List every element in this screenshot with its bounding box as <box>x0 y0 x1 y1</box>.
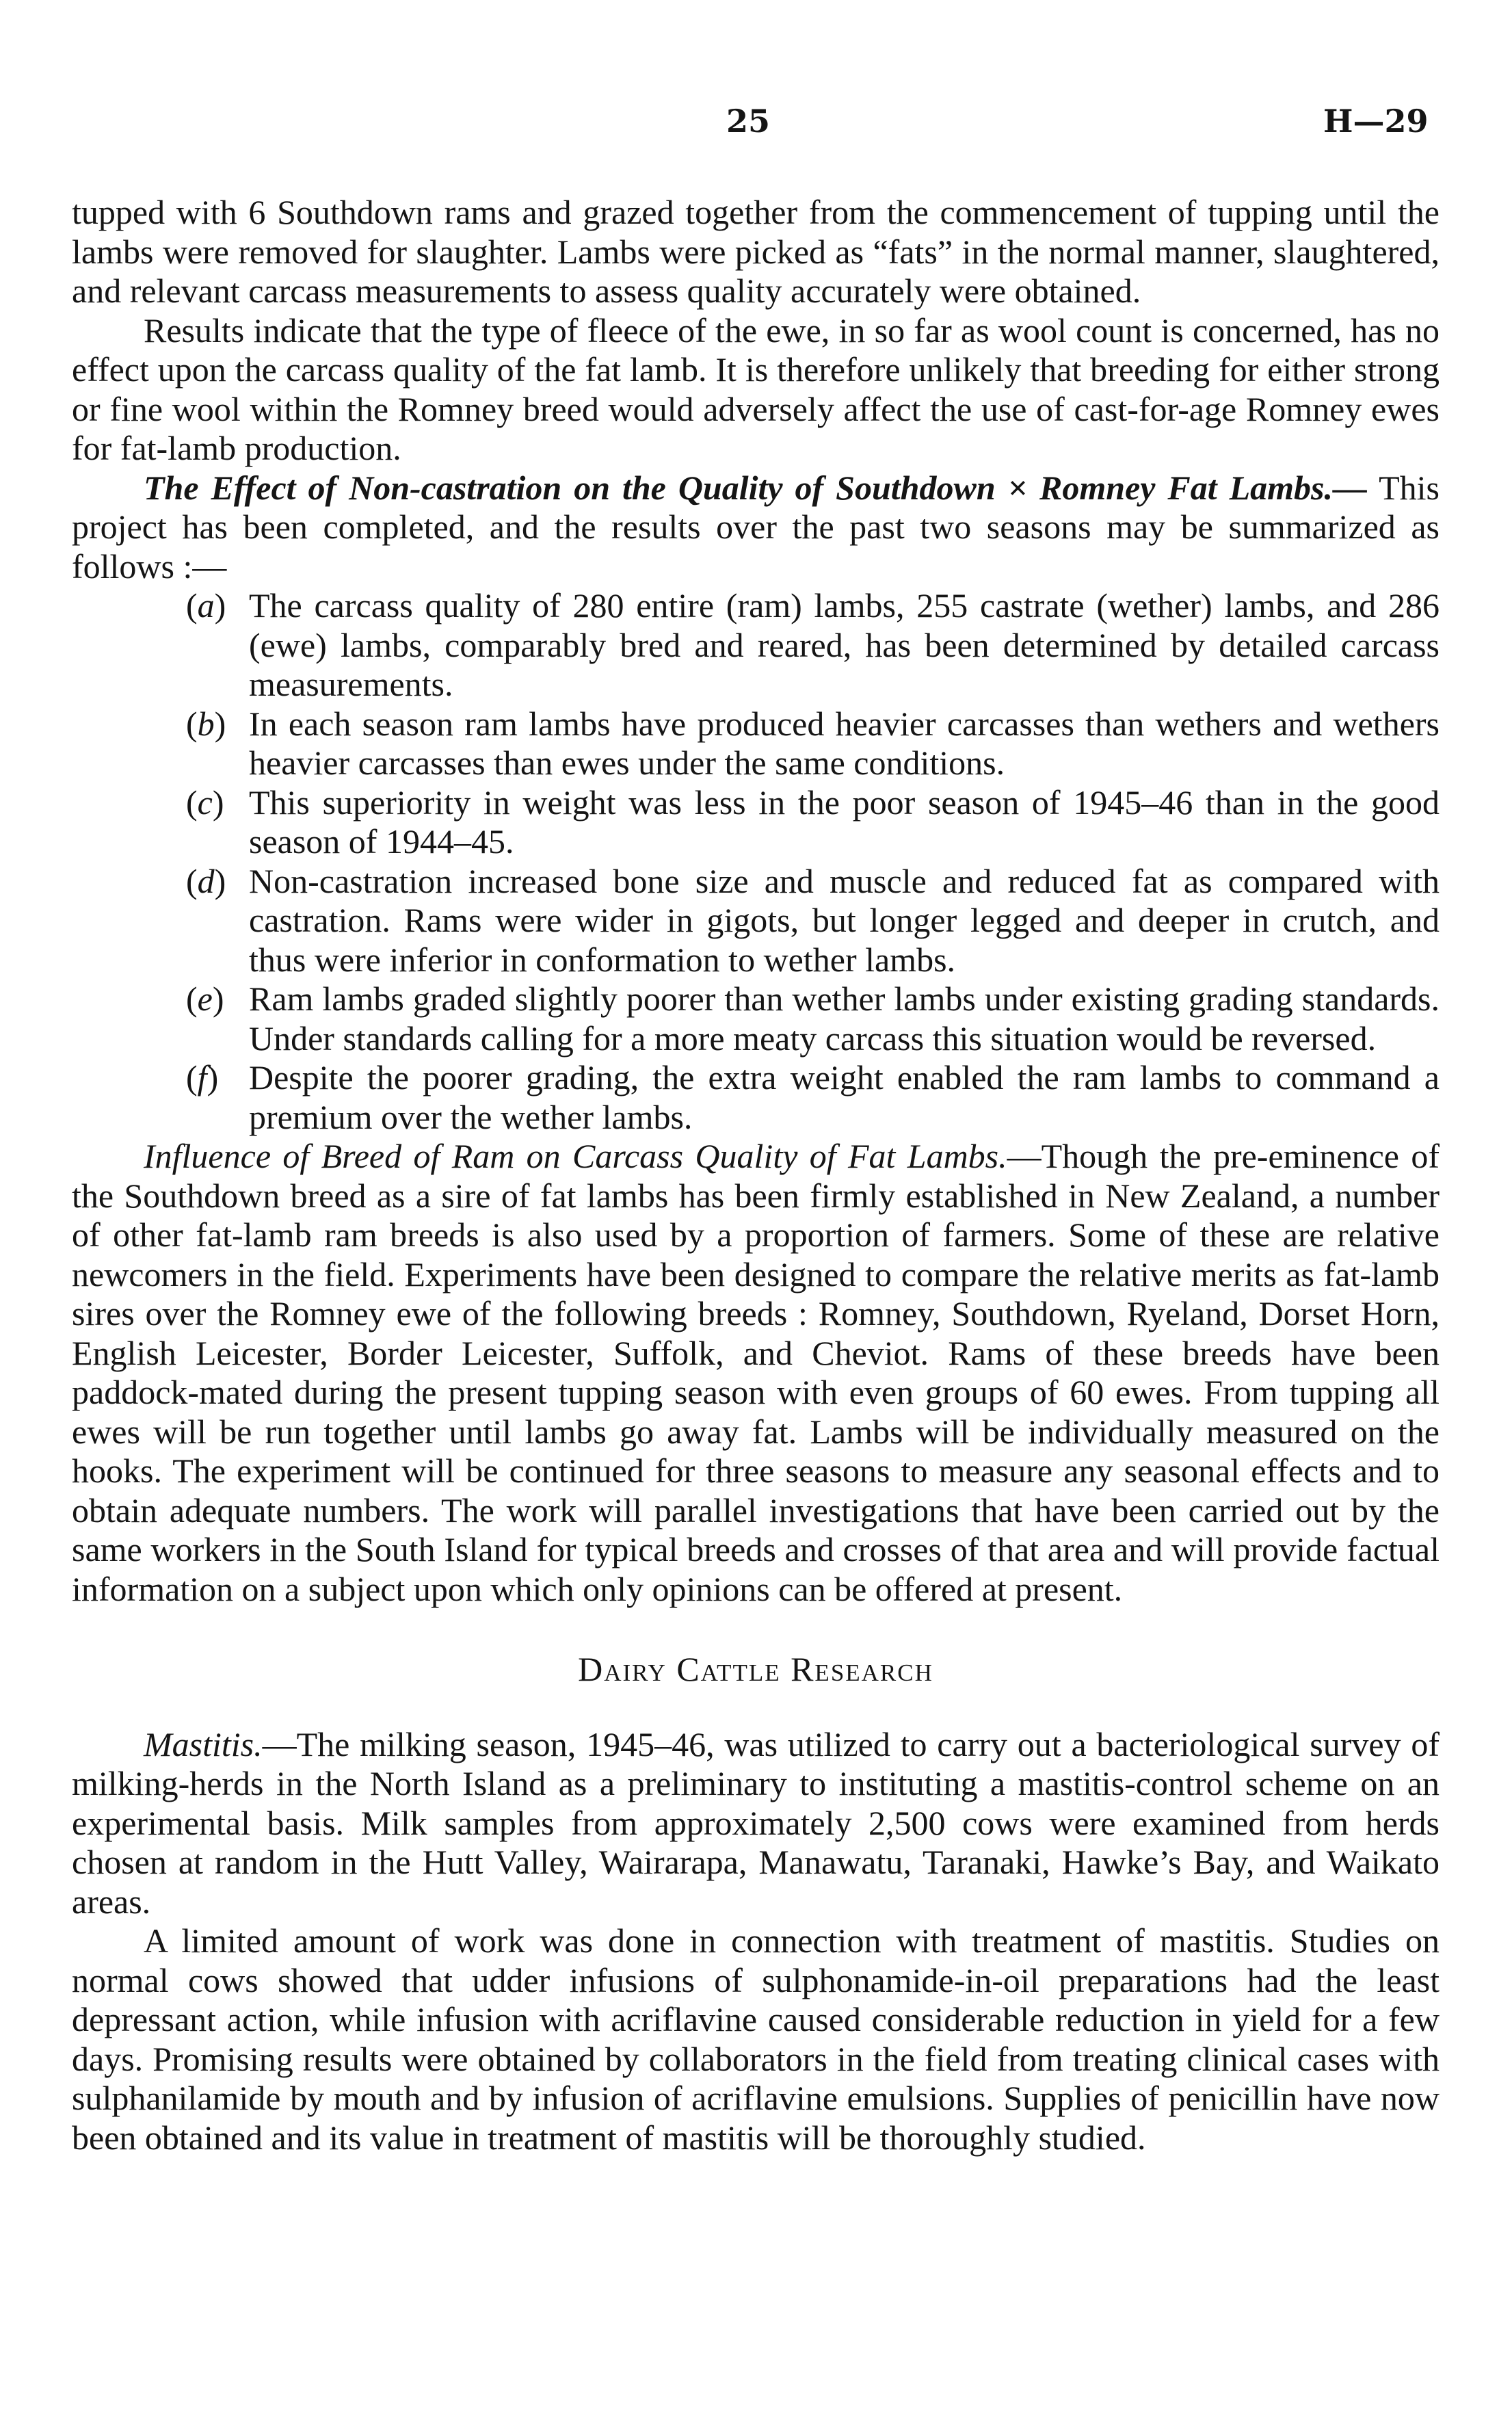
non-castration-heading: The Effect of Non-castration on the Quality of Southdown × Romney Fat Lambs.— <box>144 468 1368 507</box>
list-marker: (b) <box>186 704 226 743</box>
list-item <box>72 586 1440 705</box>
list-item-text: Non-castration increased bone size and muscle and reduced fat as compared with castration. Rams were wider in gigots, but longer legged and deeper in crutch, and thus were inferior in conformation to wether lambs. <box>249 861 1440 979</box>
list-item-text: In each season ram lambs have produced heavier carcasses than wethers and wethers heavier carcasses than ewes under the same conditions. <box>249 704 1440 782</box>
findings-list <box>72 586 1440 1137</box>
list-item-text: Despite the poorer grading, the extra weight enabled the ram lambs to command a premium over the wether lambs. <box>249 1058 1440 1136</box>
list-item <box>72 705 1440 783</box>
list-marker: (e) <box>186 980 224 1018</box>
paragraph-non-castration <box>72 469 1440 587</box>
breed-of-ram-text: —Though the pre-eminence of the Southdown breed as a sire of fat lambs has been firmly established in New Zealand, a number of other fat-lamb ram breeds is also used by a proportion of farmers. Some of these are relative newcomers in the field. Experiments have been designed to compare the relative merits as fat-lamb sires over the Romney ewe of the following breeds : Romney, Southdown, Ryeland, Dorset Horn, English Leicester, Border Leicester, Suffolk, and Cheviot. Rams of these breeds have been paddock-mated during the present tupping season with even groups of 60 ewes. From tupping all ewes will be run together until lambs go away fat. Lambs will be individually measured on the hooks. The experiment will be continued for three seasons to measure any seasonal effects and to obtain adequate numbers. The work will parallel investigations that have been carried out by the same workers in the South Island for typical breeds and crosses of that area and will provide factual information on a subject upon which only opinions can be offered at present. <box>72 1137 1440 1608</box>
section-heading-dairy-cattle-research: Dairy Cattle Research <box>578 1650 933 1688</box>
list-item <box>72 862 1440 980</box>
list-marker: (f) <box>186 1058 219 1097</box>
document-code: H—29 <box>1323 103 1429 140</box>
list-item-text: This superiority in weight was less in the poor season of 1945–46 than in the good season of 1944–45. <box>249 783 1440 861</box>
list-item <box>72 783 1440 862</box>
list-item-text: The carcass quality of 280 entire (ram) lambs, 255 castrate (wether) lambs, and 286 (ewe) lambs, comparably bred and reared, has been determined by detailed carcass measurements. <box>249 586 1440 703</box>
mastitis-heading: Mastitis. <box>144 1724 263 1763</box>
non-castration-text: This project has been completed, and the results over the past two seasons may be summarized as follows :— <box>72 468 1440 586</box>
list-item <box>72 980 1440 1058</box>
paragraph-mastitis-treatment: A limited amount of work was done in connection with treatment of mastitis. Studies on normal cows showed that udder infusions of sulphonamide-in-oil preparations had the least depressant action, while infusion with acriflavine caused considerable reduction in yield for a few days. Promising results were obtained by collaborators in the field from treating clinical cases with sulphanilamide by mouth and by infusion of acriflavine emulsions. Supplies of penicillin have now been obtained and its value in treatment of mastitis will be thoroughly studied. <box>72 1921 1440 2157</box>
breed-of-ram-heading: Influence of Breed of Ram on Carcass Quality of Fat Lambs. <box>144 1137 1007 1175</box>
page-header <box>0 103 1512 144</box>
paragraph-continuation: tupped with 6 Southdown rams and grazed together from the commencement of tupping until the lambs were removed for slaughter. Lambs were picked as “fats” in the normal manner, slaughtered, and relevant carcass measurements to assess quality accurately were obtained. <box>72 193 1440 310</box>
mastitis-text: —The milking season, 1945–46, was utilized to carry out a bacteriological survey of milking-herds in the North Island as a preliminary to instituting a mastitis-control scheme on an experimental basis. Milk samples from approximately 2,500 cows were examined from herds chosen at random in the Hutt Valley, Wairarapa, Manawatu, Taranaki, Hawke’s Bay, and Waikato areas. <box>72 1724 1440 1921</box>
list-marker: (a) <box>186 586 226 625</box>
list-marker: (d) <box>186 861 226 900</box>
paragraph-results: Results indicate that the type of fleece of the ewe, in so far as wool count is concerned, has no effect upon the carcass quality of the fat lamb. It is therefore unlikely that breeding for either strong or fine wool within the Romney breed would adversely affect the use of cast-for-age Romney ewes for fat-lamb production. <box>72 311 1440 467</box>
list-item-text: Ram lambs graded slightly poorer than wether lambs under existing grading standards. Under standards calling for a more meaty carcass this situation would be reversed. <box>249 980 1440 1058</box>
page-number: 25 <box>726 103 771 140</box>
paragraph-breed-of-ram <box>72 1137 1440 1609</box>
paragraph-mastitis <box>72 1725 1440 1922</box>
list-marker: (c) <box>186 783 224 822</box>
body-text <box>72 193 1440 2157</box>
list-item <box>72 1058 1440 1137</box>
